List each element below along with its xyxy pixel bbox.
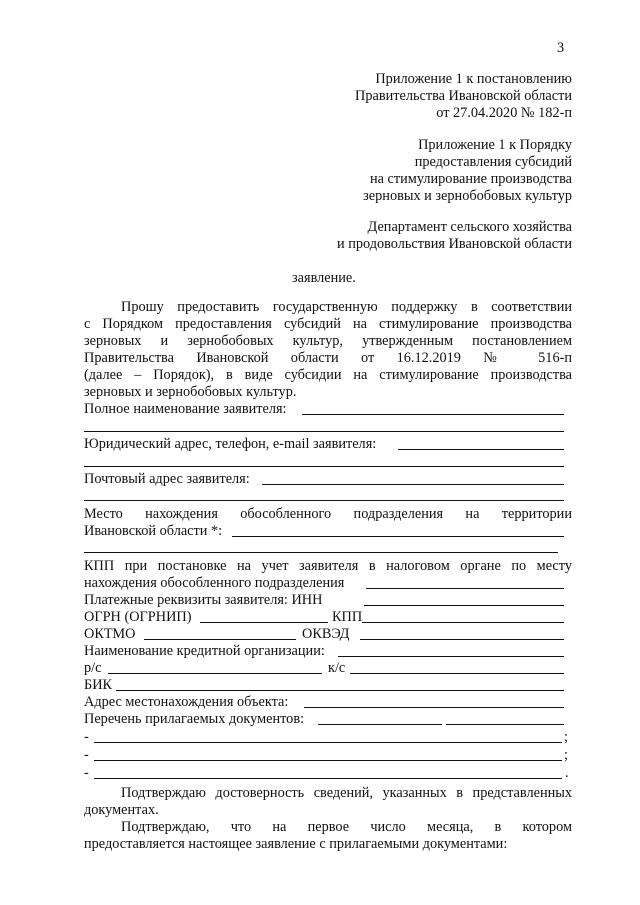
ks-field[interactable] xyxy=(350,673,564,674)
appendix-procedure-line-4: зерновых и зернобобовых культур xyxy=(363,188,572,204)
intro-line-6: зерновых и зернобобовых культур. xyxy=(84,384,297,400)
intro-line-2: с Порядком предоставления субсидий на стимулирование производства xyxy=(84,316,572,332)
document-item-3-dash: - xyxy=(84,765,89,781)
location-label-line-2: Ивановской области *: xyxy=(84,523,223,539)
appendix-procedure-line-2: предоставления субсидий xyxy=(414,154,572,170)
inn-field[interactable] xyxy=(364,605,564,606)
document-item-2-field[interactable] xyxy=(94,760,562,761)
bank-name-label: Наименование кредитной организации: xyxy=(84,643,325,659)
ogrn-label: ОГРН (ОГРНИП) xyxy=(84,609,192,625)
appendix-procedure-line-3: на стимулирование производства xyxy=(369,171,572,187)
kpp-location-label-line-1: КПП при постановке на учет заявителя в налоговом органе по месту xyxy=(84,558,572,574)
confirm-2-line-1: Подтверждаю, что на первое число месяца, в котором xyxy=(121,819,572,835)
rs-label: р/с xyxy=(84,660,102,676)
bik-label: БИК xyxy=(84,677,113,693)
payment-inn-label: Платежные реквизиты заявителя: ИНН xyxy=(84,592,323,608)
document-item-2-end: ; xyxy=(564,747,568,763)
addressee-line-1: Департамент сельского хозяйства xyxy=(367,219,572,235)
intro-line-1: Прошу предоставить государственную поддержку в соответствии xyxy=(121,299,572,315)
location-field[interactable] xyxy=(232,536,564,537)
kpp-location-field[interactable] xyxy=(366,588,564,589)
full-name-field[interactable] xyxy=(302,414,564,415)
document-item-3-field[interactable] xyxy=(94,778,562,779)
full-name-field-continuation[interactable] xyxy=(84,431,564,432)
confirm-2-line-2: предоставляется настоящее заявление с прилагаемыми документами: xyxy=(84,836,508,852)
object-address-label: Адрес местонахождения объекта: xyxy=(84,694,289,710)
documents-list-label: Перечень прилагаемых документов: xyxy=(84,711,305,727)
page-number: 3 xyxy=(557,40,565,56)
bik-field[interactable] xyxy=(116,690,564,691)
appendix-resolution-line-1: Приложение 1 к постановлению xyxy=(375,71,572,87)
kpp-location-label-line-2: нахождения обособленного подразделения xyxy=(84,575,345,591)
confirm-1-line-2: документах. xyxy=(84,802,159,818)
kpp-field[interactable] xyxy=(362,622,564,623)
legal-address-field[interactable] xyxy=(398,449,564,450)
okved-label: ОКВЭД xyxy=(302,626,350,642)
document-item-1-field[interactable] xyxy=(94,742,562,743)
document-item-1-end: ; xyxy=(564,729,568,745)
appendix-resolution-line-3: от 27.04.2020 № 182-п xyxy=(436,105,572,121)
appendix-procedure-line-1: Приложение 1 к Порядку xyxy=(418,137,572,153)
postal-address-field[interactable] xyxy=(262,484,564,485)
document-item-2-dash: - xyxy=(84,747,89,763)
postal-address-label: Почтовый адрес заявителя: xyxy=(84,471,250,487)
object-address-field[interactable] xyxy=(304,707,564,708)
kpp-label: КПП xyxy=(332,609,363,625)
oktmo-label: ОКТМО xyxy=(84,626,136,642)
intro-line-5: (далее – Порядок), в виде субсидии на стимулирование производства xyxy=(84,367,572,383)
location-label-line-1: Место нахождения обособленного подразделения на территории xyxy=(84,506,572,522)
postal-address-field-continuation[interactable] xyxy=(84,500,564,501)
location-field-continuation[interactable] xyxy=(84,552,558,553)
bank-name-field[interactable] xyxy=(338,656,564,657)
oktmo-field[interactable] xyxy=(144,639,296,640)
document-item-3-end: . xyxy=(565,765,569,781)
legal-address-label: Юридический адрес, телефон, e-mail заявителя: xyxy=(84,436,377,452)
intro-line-4: Правительства Ивановской области от 16.12.2019 № 516-п xyxy=(84,350,572,366)
ogrn-field[interactable] xyxy=(200,622,328,623)
intro-line-3: зерновых и зернобобовых культур, утвержденным постановлением xyxy=(84,333,572,349)
confirm-1-line-1: Подтверждаю достоверность сведений, указанных в представленных xyxy=(121,785,572,801)
okved-field[interactable] xyxy=(360,639,564,640)
appendix-resolution-line-2: Правительства Ивановской области xyxy=(355,88,572,104)
legal-address-field-continuation[interactable] xyxy=(84,466,564,467)
document-item-1-dash: - xyxy=(84,729,89,745)
documents-list-field-2[interactable] xyxy=(446,724,564,725)
full-name-label: Полное наименование заявителя: xyxy=(84,401,287,417)
document-title: заявление. xyxy=(292,270,356,286)
documents-list-field[interactable] xyxy=(318,724,442,725)
addressee-line-2: и продовольствия Ивановской области xyxy=(336,236,572,252)
ks-label: к/с xyxy=(328,660,346,676)
rs-field[interactable] xyxy=(108,673,322,674)
